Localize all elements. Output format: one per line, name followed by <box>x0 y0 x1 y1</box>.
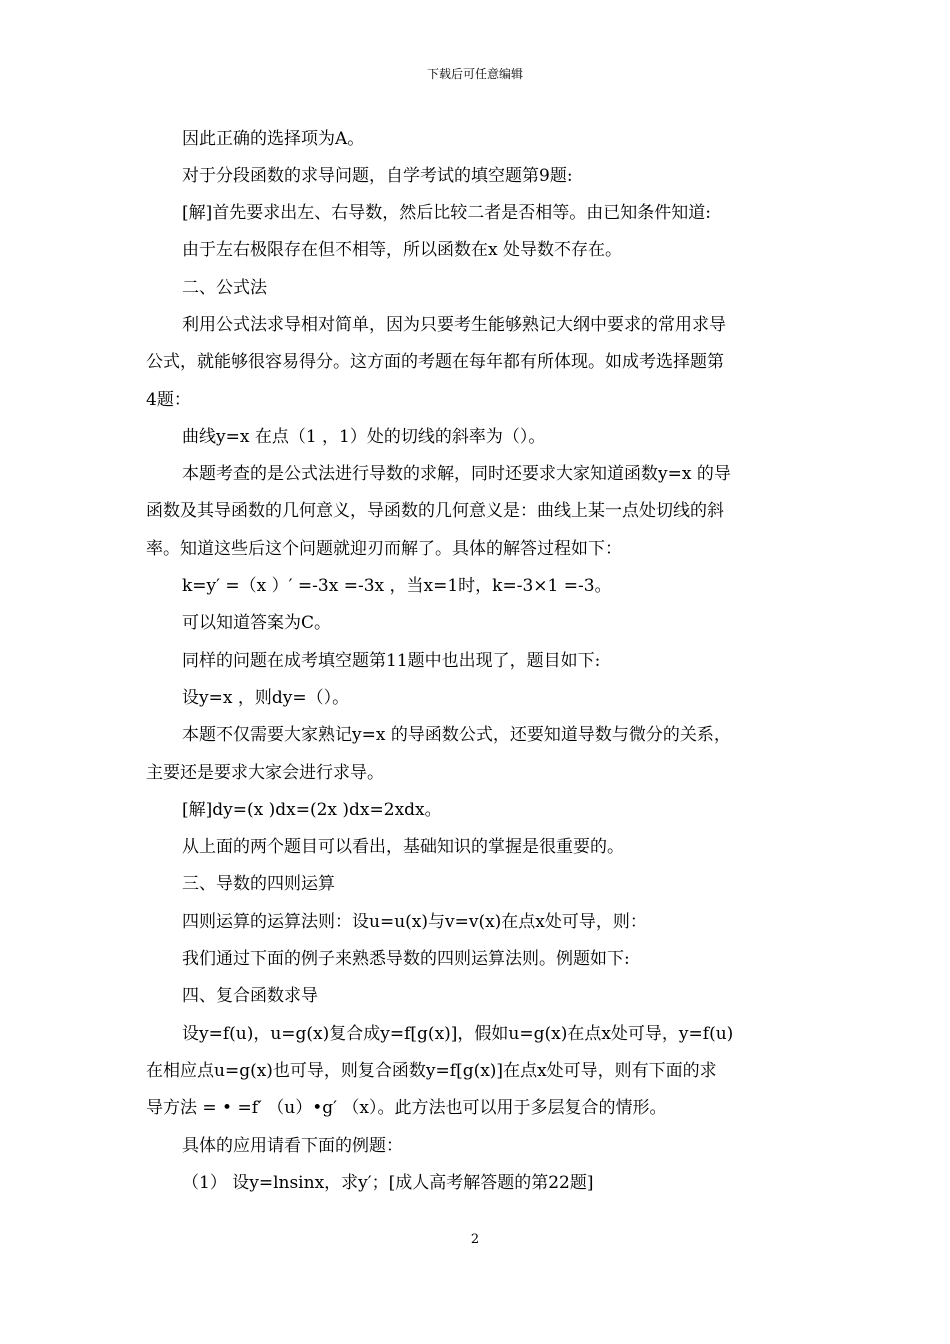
paragraph-line: 我们通过下面的例子来熟悉导数的四则运算法则。例题如下: <box>182 949 630 969</box>
page-header: 下载后可任意编辑 <box>426 67 523 81</box>
paragraph-line: 导方法 = • =f′ （u）•g′ （x）。此方法也可以用于多层复合的情形。 <box>146 1098 667 1118</box>
paragraph-line: 对于分段函数的求导问题，自学考试的填空题第9题: <box>182 166 573 186</box>
paragraph-line: 率。知道这些后这个问题就迎刃而解了。具体的解答过程如下： <box>146 539 622 559</box>
paragraph-line: （1） 设y=lnsinx，求y′；[成人高考解答题的第22题] <box>182 1173 594 1193</box>
section-heading: 三、导数的四则运算 <box>182 874 335 894</box>
page-number: 2 <box>470 1232 480 1247</box>
formula-line: k=y′ =（x ）′ =-3x =-3x ，当x=1时，k=-3×1 =-3。 <box>182 576 612 596</box>
section-heading: 二、公式法 <box>182 278 267 298</box>
paragraph-line: 具体的应用请看下面的例题： <box>182 1136 403 1156</box>
paragraph-line: 主要还是要求大家会进行求导。 <box>146 763 384 783</box>
paragraph-line: 本题不仅需要大家熟记y=x 的导函数公式，还要知道导数与微分的关系， <box>182 725 731 745</box>
paragraph-line: 设y=x ，则dy=（）。 <box>182 688 350 708</box>
paragraph-line: [解]首先要求出左、右导数，然后比较二者是否相等。由已知条件知道: <box>182 203 711 223</box>
paragraph-line: 同样的问题在成考填空题第11题中也出现了，题目如下: <box>182 651 601 671</box>
paragraph-line: 公式，就能够很容易得分。这方面的考题在每年都有所体现。如成考选择题第 <box>146 352 724 372</box>
paragraph-line: 在相应点u=g(x)也可导，则复合函数y=f[g(x)]在点x处可导，则有下面的求 <box>146 1061 717 1081</box>
paragraph-line: 曲线y=x 在点（1 ，1）处的切线的斜率为（）。 <box>182 427 546 447</box>
paragraph-line: 本题考查的是公式法进行导数的求解，同时还要求大家知道函数y=x 的导 <box>182 464 731 484</box>
paragraph-line: 四则运算的运算法则：设u=u(x)与v=v(x)在点x处可导，则： <box>182 912 647 932</box>
paragraph-line: 由于左右极限存在但不相等，所以函数在x 处导数不存在。 <box>182 240 622 260</box>
paragraph-line: 函数及其导函数的几何意义，导函数的几何意义是：曲线上某一点处切线的斜 <box>146 501 724 521</box>
paragraph-line: 可以知道答案为C。 <box>182 613 332 633</box>
paragraph-line: 因此正确的选择项为A。 <box>182 129 365 149</box>
paragraph-line: 从上面的两个题目可以看出，基础知识的掌握是很重要的。 <box>182 837 624 857</box>
formula-line: [解]dy=(x )dx=(2x )dx=2xdx。 <box>182 800 442 820</box>
paragraph-line: 设y=f(u)，u=g(x)复合成y=f[g(x)]，假如u=g(x)在点x处可导，y=f(u) <box>182 1024 734 1044</box>
paragraph-line: 4题： <box>146 390 191 410</box>
section-heading: 四、复合函数求导 <box>182 986 318 1006</box>
paragraph-line: 利用公式法求导相对简单，因为只要考生能够熟记大纲中要求的常用求导 <box>182 315 726 335</box>
